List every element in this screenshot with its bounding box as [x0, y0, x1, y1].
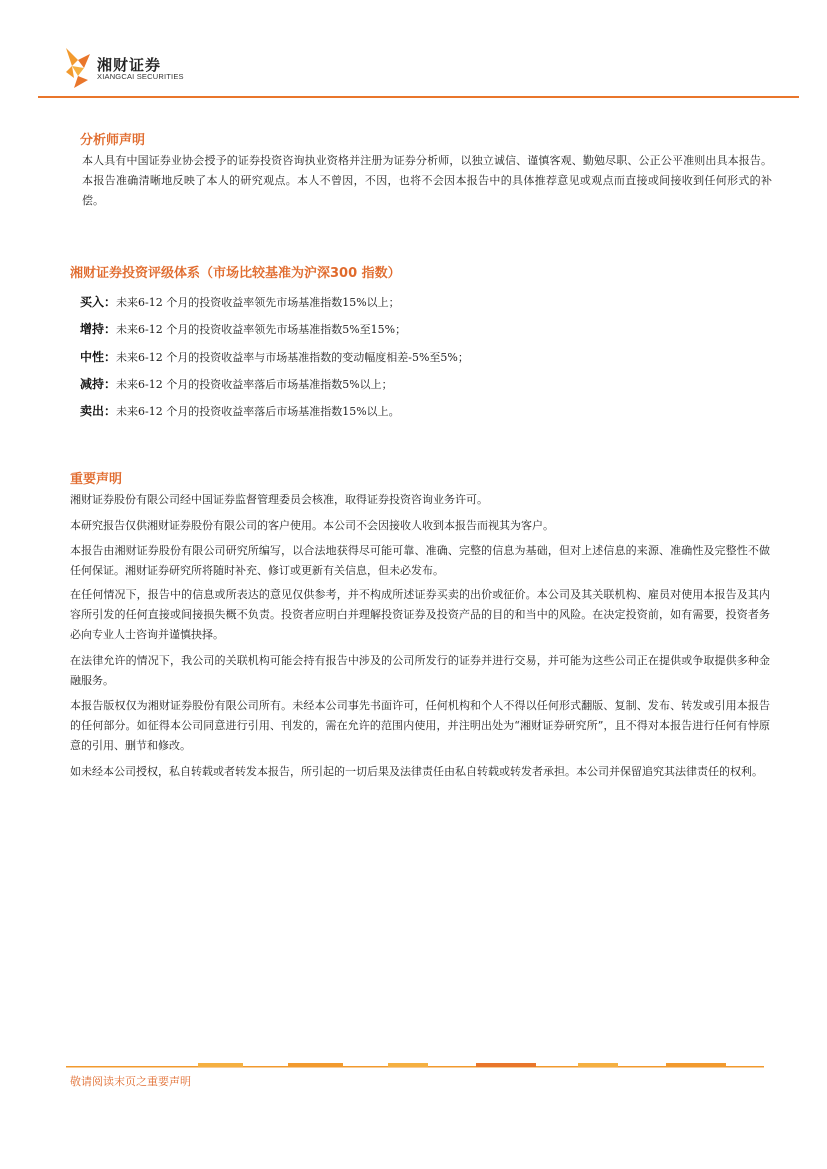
logo-text-en: XIANGCAI SECURITIES [97, 72, 184, 81]
statement-paragraph: 如未经本公司授权，私自转载或者转发本报告，所引起的一切后果及法律责任由私自转载或转发者承担。本公司并保留追究其法律责任的权利。 [70, 765, 763, 778]
rating-label: 中性： [80, 350, 117, 364]
logo-mark-icon [64, 44, 94, 90]
rating-desc: 未来6-12 个月的投资收益率领先市场基准指数15%以上； [116, 296, 400, 309]
rating-item-buy [80, 293, 400, 310]
statement-paragraph: 本研究报告仅供湘财证券股份有限公司的客户使用。本公司不会因接收人收到本报告而视其为客户。 [70, 519, 554, 532]
statement-paragraph: 本报告版权仅为湘财证券股份有限公司所有。未经本公司事先书面许可，任何机构和个人不得以任何形式翻版、复制、发布、转发或引用本报告的任何部分。如征得本公司同意进行引用、刊发的，需在允许的范围内使用，并注明出处为“湘财证券研究所”，且不得对本报告进行任何有悖原意的引用、删节和修改。 [70, 699, 770, 752]
analyst-statement-body: 本人具有中国证券业协会授予的证券投资咨询执业资格并注册为证券分析师，以独立诚信、谨慎客观、勤勉尽职、公正公平准则出具本报告。本报告准确清晰地反映了本人的研究观点。本人不曾因，不因，也将不会因本报告中的具体推荐意见或观点而直接或间接收到任何形式的补偿。 [82, 154, 772, 207]
footer-divider [66, 1063, 764, 1068]
statement-paragraph: 湘财证券股份有限公司经中国证券监督管理委员会核准，取得证券投资咨询业务许可。 [70, 493, 488, 506]
rating-item-underweight [80, 375, 393, 392]
important-statement-title: 重要声明 [70, 472, 123, 487]
statement-paragraph: 本报告由湘财证券股份有限公司研究所编写，以合法地获得尽可能可靠、准确、完整的信息为基础，但对上述信息的来源、准确性及完整性不做任何保证。湘财证券研究所将随时补充、修订或更新有关信息，但未必发布。 [70, 544, 770, 577]
rating-desc: 未来6-12 个月的投资收益率落后市场基准指数5%以上； [116, 378, 393, 391]
rating-item-neutral [80, 348, 469, 365]
logo-text-cn: 湘财证券 [97, 56, 162, 74]
rating-desc: 未来6-12 个月的投资收益率与市场基准指数的变动幅度相差-5%至5%； [116, 351, 469, 364]
company-logo [64, 44, 184, 90]
rating-desc: 未来6-12 个月的投资收益率领先市场基准指数5%至15%； [116, 323, 407, 336]
footer-notice: 敬请阅读末页之重要声明 [70, 1075, 191, 1088]
rating-label: 买入： [80, 295, 117, 309]
rating-label: 卖出： [80, 404, 117, 418]
rating-desc: 未来6-12 个月的投资收益率落后市场基准指数15%以上。 [116, 405, 400, 418]
analyst-statement-title: 分析师声明 [80, 133, 146, 148]
statement-paragraph: 在任何情况下，报告中的信息或所表达的意见仅供参考，并不构成所述证券买卖的出价或征价。本公司及其关联机构、雇员对使用本报告及其内容所引发的任何直接或间接损失概不负责。投资者应明白并理解投资证券及投资产品的目的和当中的风险。在决定投资前，如有需要，投资者务必向专业人士咨询并谨慎抉择。 [70, 588, 770, 641]
statement-paragraph: 在法律允许的情况下，我公司的关联机构可能会持有报告中涉及的公司所发行的证券并进行交易，并可能为这些公司正在提供或争取提供多种金融服务。 [70, 654, 770, 687]
rating-item-sell [80, 402, 400, 419]
rating-label: 增持： [80, 322, 117, 336]
header-divider [38, 96, 799, 98]
rating-item-overweight [80, 320, 406, 337]
rating-label: 减持： [80, 377, 117, 391]
rating-system-title: 湘财证券投资评级体系（市场比较基准为沪深300 指数） [70, 266, 401, 281]
